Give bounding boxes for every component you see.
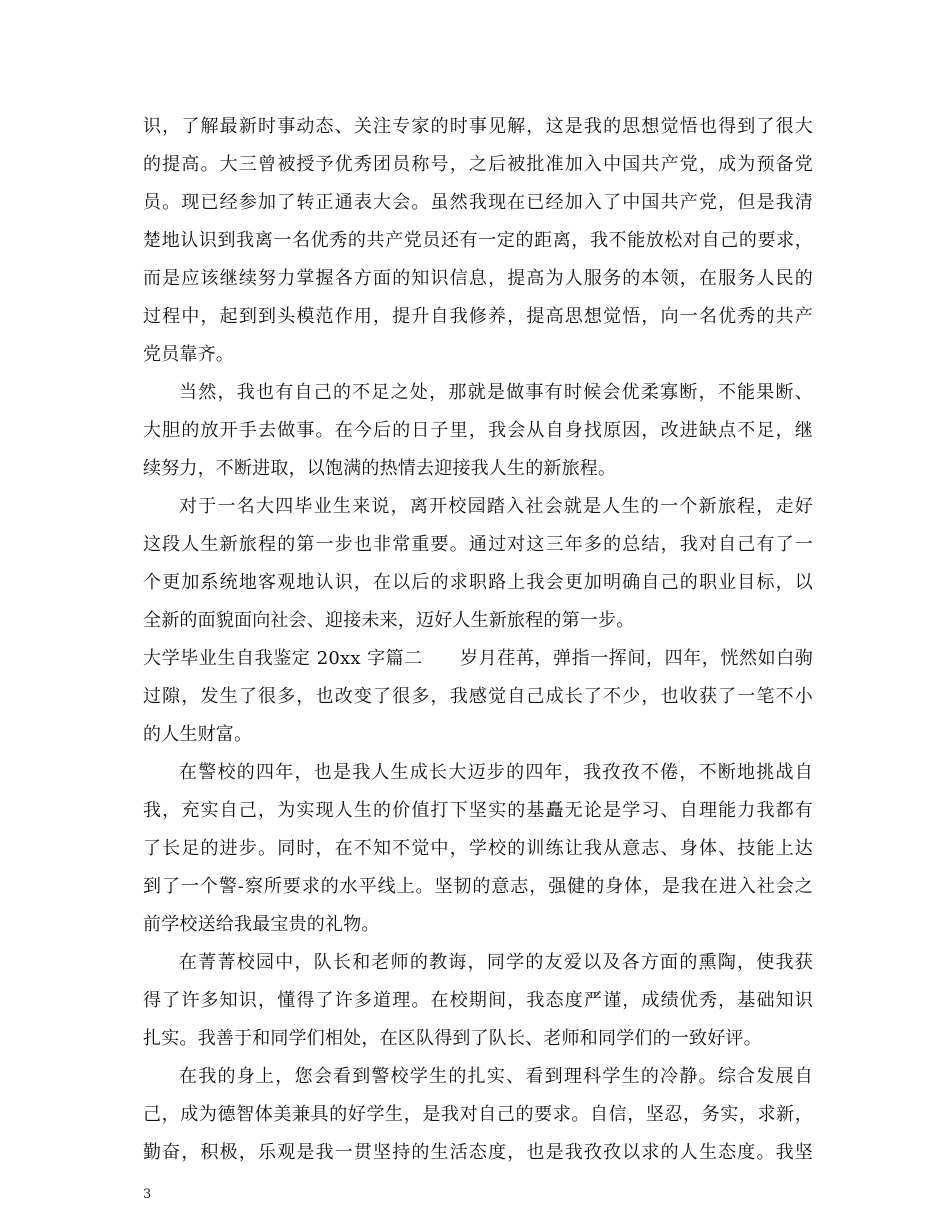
text-line: 全新的面貌面向社会、迎接未来，迈好人生新旅程的第一步。 [143,610,635,631]
text-line: 前学校送给我最宝贵的礼物。 [143,914,380,935]
text-line: 过隙，发生了很多，也改变了很多，我感觉自己成长了不少，也收获了一笔不小 [143,686,813,707]
text-line: 党员靠齐。 [143,344,234,365]
text-line: 勤奋，积极，乐观是我一贯坚持的生活态度，也是我孜孜以求的人生态度。我坚 [143,1142,813,1163]
text-line: 员。现已经参加了转正通表大会。虽然我现在已经加入了中国共产党，但是我清 [143,192,813,213]
text-line: 这段人生新旅程的第一步也非常重要。通过对这三年多的总结，我对自己有了一 [143,534,813,555]
text-line: 到了一个警-察所要求的水平线上。坚韧的意志，强健的身体，是我在进入社会之 [143,876,813,897]
text-line: 扎实。我善于和同学们相处，在区队得到了队长、老师和同学们的一致好评。 [143,1028,762,1049]
text-line: 而是应该继续努力掌握各方面的知识信息，提高为人服务的本领，在服务人民的 [143,268,813,289]
text-line: 己，成为德智体美兼具的好学生，是我对自己的要求。自信，坚忍，务实，求新， [143,1104,813,1125]
text-line: 大胆的放开手去做事。在今后的日子里，我会从自身找原因，改进缺点不足，继 [143,420,813,441]
text-line: 了长足的进步。同时，在不知不觉中，学校的训练让我从意志、身体、技能上达 [143,838,813,859]
text-line: 个更加系统地客观地认识，在以后的求职路上我会更加明确自己的职业目标，以 [143,572,813,593]
paragraph-first-line: 在警校的四年，也是我人生成长大迈步的四年，我孜孜不倦，不断地挑战自 [179,762,813,783]
text-line: 楚地认识到我离一名优秀的共产党员还有一定的距离，我不能放松对自己的要求， [143,230,813,251]
section-heading-line: 大学毕业生自我鉴定 20xx 字篇二 岁月荏苒，弹指一挥间，四年，恍然如白驹 [143,648,813,669]
text-line: 识，了解最新时事动态、关注专家的时事见解，这是我的思想觉悟也得到了很大 [143,116,813,137]
paragraph-first-line: 对于一名大四毕业生来说，离开校园踏入社会就是人生的一个新旅程，走好 [179,496,813,517]
text-line: 得了许多知识，懂得了许多道理。在校期间，我态度严谨，成绩优秀，基础知识 [143,990,813,1011]
text-line: 过程中，起到到头模范作用，提升自我修养，提高思想觉悟，向一名优秀的共产 [143,306,813,327]
paragraph-first-line: 当然，我也有自己的不足之处，那就是做事有时候会优柔寡断，不能果断、 [179,382,813,403]
text-line: 续努力，不断进取，以饱满的热情去迎接我人生的新旅程。 [143,458,617,479]
text-line: 的提高。大三曾被授予优秀团员称号，之后被批准加入中国共产党，成为预备党 [143,154,813,175]
paragraph-first-line: 在我的身上，您会看到警校学生的扎实、看到理科学生的冷静。综合发展自 [179,1066,813,1087]
text-line: 我，充实自己，为实现人生的价值打下坚实的基矗无论是学习、自理能力我都有 [143,800,813,821]
text-line: 的人生财富。 [143,724,253,745]
page-number: 3 [143,1187,152,1202]
paragraph-first-line: 在菁菁校园中，队长和老师的教诲，同学的友爱以及各方面的熏陶，使我获 [179,952,813,973]
